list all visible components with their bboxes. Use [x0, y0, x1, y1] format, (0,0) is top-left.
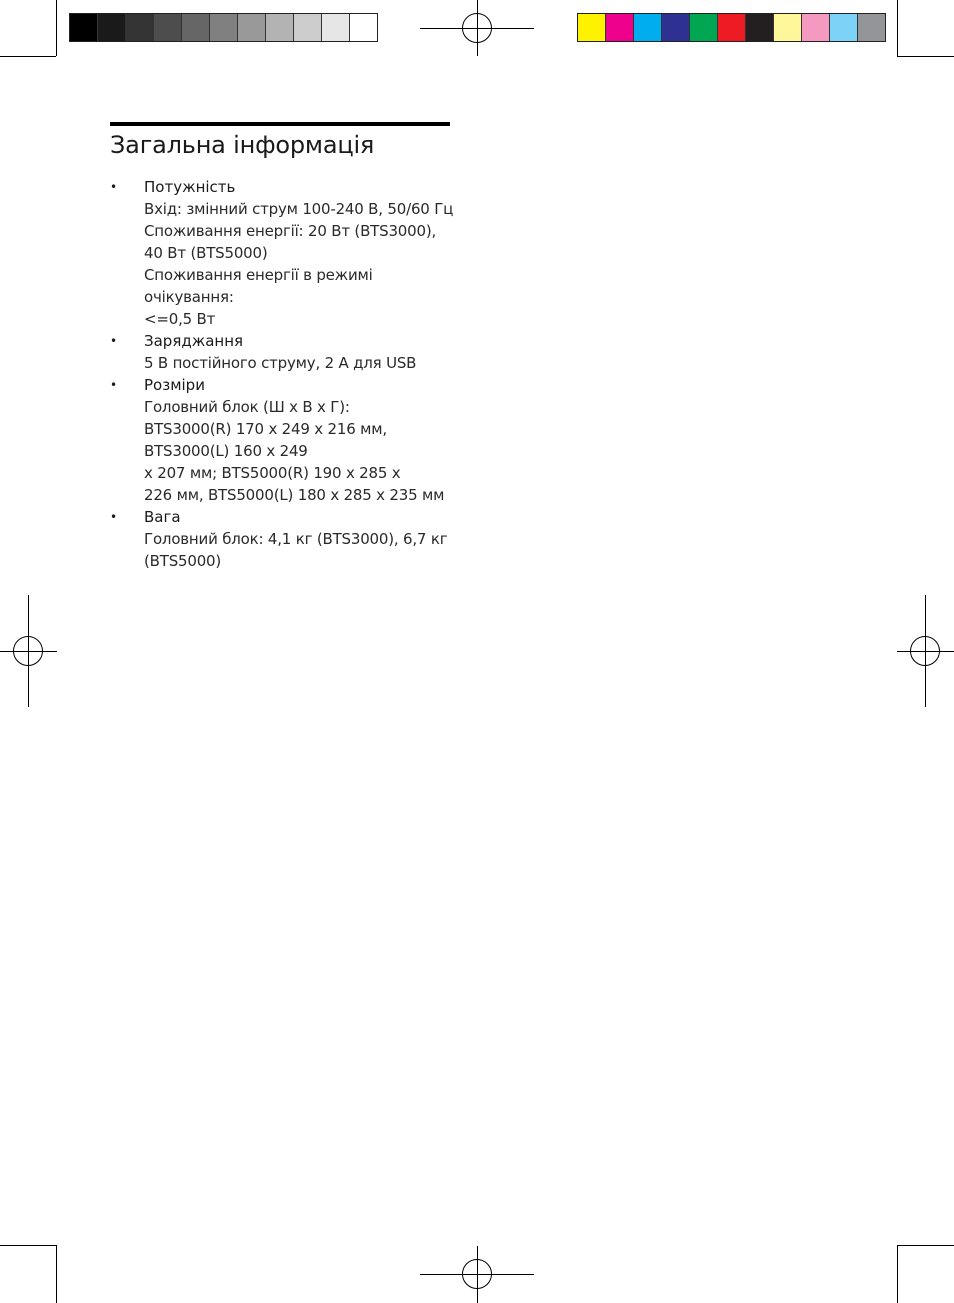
spec-item [110, 374, 460, 506]
spec-value-line: BTS3000(L) 160 x 249 [144, 442, 308, 460]
color-swatch [154, 14, 182, 41]
color-swatch [802, 14, 830, 41]
spec-list [110, 176, 460, 572]
color-swatch [294, 14, 322, 41]
crop-mark [0, 56, 56, 57]
spec-item [110, 506, 460, 572]
color-swatch [746, 14, 774, 41]
color-swatch [634, 14, 662, 41]
spec-name: Потужність [144, 178, 236, 196]
crop-mark [56, 0, 57, 56]
bullet-icon: • [110, 378, 118, 392]
spec-value-line: 5 В постійного струму, 2 А для USB [144, 354, 417, 372]
color-swatch [266, 14, 294, 41]
color-swatch [182, 14, 210, 41]
spec-value-line: Споживання енергії: 20 Вт (BTS3000), [144, 222, 437, 240]
color-swatch [718, 14, 746, 41]
color-swatch [858, 14, 885, 41]
spec-name: Розміри [144, 376, 205, 394]
grayscale-color-bar [69, 13, 378, 42]
process-color-bar [577, 13, 886, 42]
crop-mark [897, 1245, 954, 1246]
spec-value-line: Споживання енергії в режимі очікування: [144, 266, 373, 306]
spec-value-line: BTS3000(R) 170 x 249 x 216 мм, [144, 420, 387, 438]
color-swatch [774, 14, 802, 41]
spec-value-line: <=0,5 Вт [144, 310, 216, 328]
color-swatch [578, 14, 606, 41]
color-swatch [70, 14, 98, 41]
color-swatch [662, 14, 690, 41]
color-swatch [322, 14, 350, 41]
color-swatch [830, 14, 858, 41]
crop-mark [0, 1245, 56, 1246]
spec-value-line: Головний блок (Ш x В x Г): [144, 398, 350, 416]
section-rule [110, 122, 450, 126]
color-swatch [126, 14, 154, 41]
bullet-icon: • [110, 510, 118, 524]
bullet-icon: • [110, 334, 118, 348]
spec-value-line: 226 мм, BTS5000(L) 180 x 285 x 235 мм [144, 486, 445, 504]
crop-mark [897, 0, 898, 56]
color-swatch [350, 14, 377, 41]
crop-mark [897, 56, 954, 57]
crop-mark [56, 1245, 57, 1303]
spec-value-line: 40 Вт (BTS5000) [144, 244, 268, 262]
spec-item [110, 176, 460, 330]
spec-item [110, 330, 460, 374]
section-title: Загальна інформація [110, 131, 375, 159]
color-swatch [606, 14, 634, 41]
bullet-icon: • [110, 180, 118, 194]
color-swatch [98, 14, 126, 41]
spec-name: Вага [144, 508, 181, 526]
color-swatch [238, 14, 266, 41]
spec-value-line: x 207 мм; BTS5000(R) 190 x 285 x [144, 464, 401, 482]
crop-mark [897, 1245, 898, 1303]
color-swatch [690, 14, 718, 41]
spec-value-line: Вхід: змінний струм 100-240 В, 50/60 Гц [144, 200, 454, 218]
spec-value-line: Головний блок: 4,1 кг (BTS3000), 6,7 кг [144, 530, 448, 548]
spec-value-line: (BTS5000) [144, 552, 222, 570]
color-swatch [210, 14, 238, 41]
spec-name: Заряджання [144, 332, 244, 350]
